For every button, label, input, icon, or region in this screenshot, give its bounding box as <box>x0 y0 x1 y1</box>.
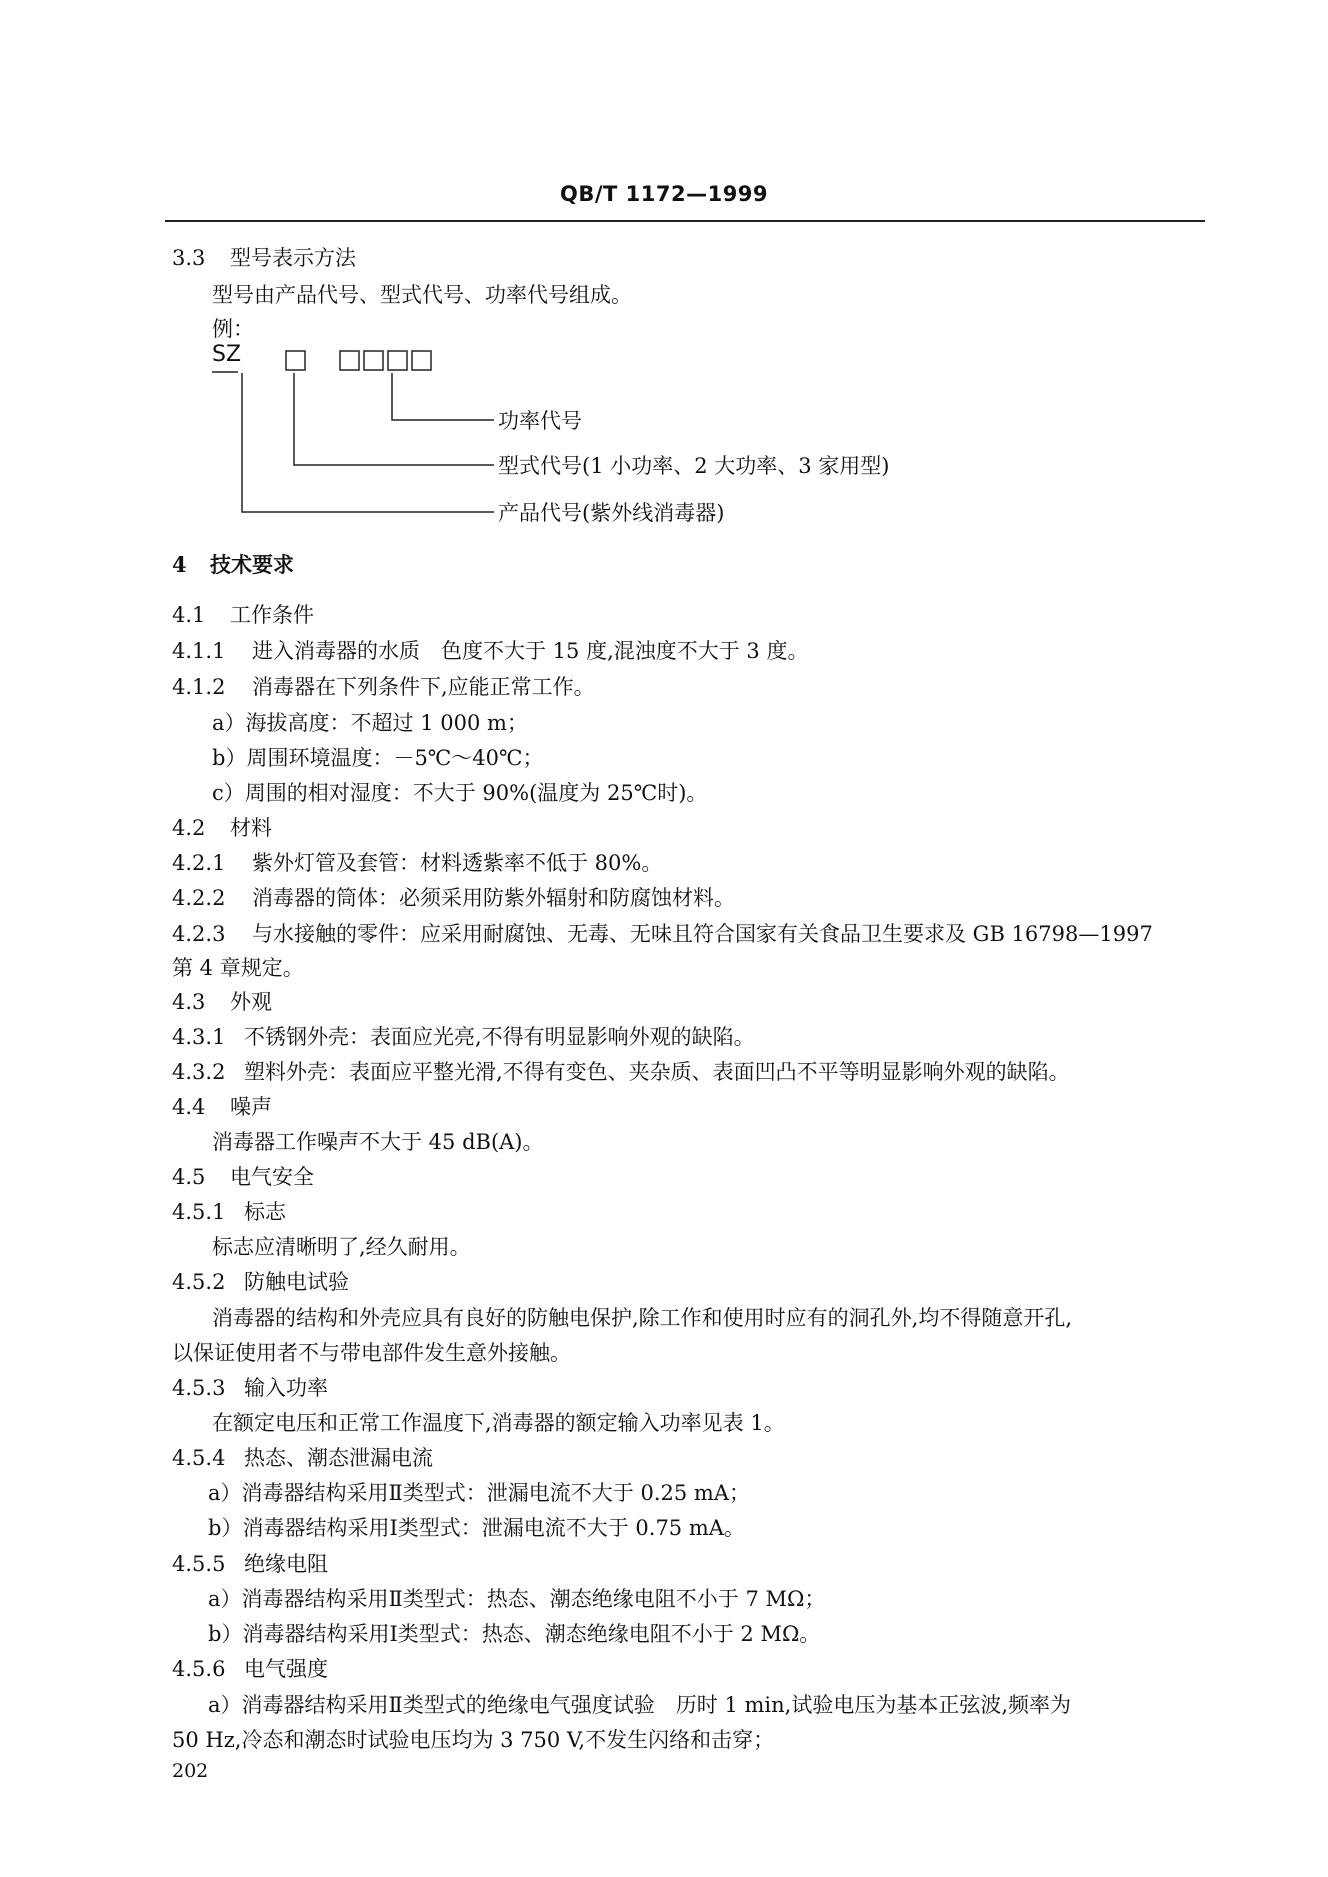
clause <box>172 638 808 664</box>
list-item: b）周围环境温度：－5℃～40℃； <box>212 746 544 770</box>
clause-number: 4.2.3 <box>172 922 226 946</box>
clause-text: 防触电试验 <box>244 1270 349 1294</box>
product-connector <box>242 373 494 512</box>
clause-text: 绝缘电阻 <box>244 1552 328 1576</box>
clause-number: 4.5.6 <box>172 1657 226 1681</box>
clause-number: 4.3.1 <box>172 1025 226 1049</box>
model-prefix: SZ <box>212 342 242 367</box>
list-item: a）消毒器结构采用Ⅱ类型式：泄漏电流不大于 0.25 mA； <box>208 1481 750 1505</box>
product-code-label: 产品代号(紫外线消毒器) <box>498 501 725 525</box>
section-number: 4.4 <box>172 1095 206 1119</box>
section-title: 型号表示方法 <box>230 246 356 270</box>
chapter-heading <box>172 552 294 578</box>
section-heading <box>172 245 356 271</box>
section-heading <box>172 1094 272 1120</box>
section-number: 4.3 <box>172 990 206 1014</box>
type-box <box>286 351 305 370</box>
power-box-1 <box>340 351 359 370</box>
power-box-4 <box>412 351 431 370</box>
section-number: 4.5 <box>172 1165 206 1189</box>
section-heading <box>172 815 272 841</box>
clause-text: 消毒器在下列条件下,应能正常工作。 <box>252 675 595 699</box>
section-title: 工作条件 <box>230 603 314 627</box>
clause <box>172 1445 433 1471</box>
clause-number: 4.5.1 <box>172 1200 226 1224</box>
section-number: 4.2 <box>172 816 206 840</box>
section-heading <box>172 989 272 1015</box>
clause-number: 4.5.3 <box>172 1376 226 1400</box>
clause-number: 4.5.5 <box>172 1552 226 1576</box>
clause-number: 4.5.2 <box>172 1270 226 1294</box>
list-item-continuation: 50 Hz,冷态和潮态时试验电压均为 3 750 V,不发生闪络和击穿； <box>172 1728 775 1752</box>
clause-text: 电气强度 <box>244 1657 328 1681</box>
paragraph: 消毒器的结构和外壳应具有良好的防触电保护,除工作和使用时应有的洞孔外,均不得随意开孔, <box>212 1306 1073 1330</box>
paragraph: 型号由产品代号、型式代号、功率代号组成。 <box>212 283 632 307</box>
clause-number: 4.5.4 <box>172 1446 226 1470</box>
power-code-label: 功率代号 <box>498 409 582 433</box>
clause-text: 热态、潮态泄漏电流 <box>244 1446 433 1470</box>
section-title: 材料 <box>230 816 272 840</box>
section-title: 噪声 <box>230 1095 272 1119</box>
header-rule <box>165 220 1205 222</box>
power-box-2 <box>364 351 383 370</box>
list-item: c）周围的相对湿度：不大于 90%(温度为 25℃时)。 <box>212 781 708 805</box>
clause-number: 4.2.1 <box>172 851 226 875</box>
list-item: b）消毒器结构采用Ⅰ类型式：泄漏电流不大于 0.75 mA。 <box>208 1516 745 1540</box>
list-item: a）海拔高度：不超过 1 000 m； <box>212 711 528 735</box>
power-connector <box>392 373 494 420</box>
clause-number: 4.1.2 <box>172 675 226 699</box>
list-item: b）消毒器结构采用Ⅰ类型式：热态、潮态绝缘电阻不小于 2 MΩ。 <box>208 1622 821 1646</box>
clause-text: 消毒器的筒体：必须采用防紫外辐射和防腐蚀材料。 <box>252 886 735 910</box>
clause-text: 标志 <box>244 1200 286 1224</box>
clause-number: 4.2.2 <box>172 886 226 910</box>
list-item: a）消毒器结构采用Ⅱ类型式的绝缘电气强度试验 历时 1 min,试验电压为基本正弦波,频率为 <box>208 1693 1072 1717</box>
chapter-number: 4 <box>172 552 187 577</box>
type-connector <box>294 373 494 465</box>
section-number: 3.3 <box>172 246 206 270</box>
clause <box>172 885 735 911</box>
clause-text: 不锈钢外壳：表面应光亮,不得有明显影响外观的缺陷。 <box>244 1025 755 1049</box>
clause <box>172 921 1153 947</box>
clause <box>172 1656 328 1682</box>
paragraph-continuation: 以保证使用者不与带电部件发生意外接触。 <box>172 1341 571 1365</box>
paragraph: 在额定电压和正常工作温度下,消毒器的额定输入功率见表 1。 <box>212 1411 785 1435</box>
paragraph: 标志应清晰明了,经久耐用。 <box>212 1235 471 1259</box>
clause-text: 塑料外壳：表面应平整光滑,不得有变色、夹杂质、表面凹凸不平等明显影响外观的缺陷。 <box>244 1060 1070 1084</box>
clause-text: 与水接触的零件：应采用耐腐蚀、无毒、无味且符合国家有关食品卫生要求及 GB 16798—1997 <box>252 922 1153 946</box>
section-heading <box>172 602 314 628</box>
section-number: 4.1 <box>172 603 206 627</box>
section-heading <box>172 1164 314 1190</box>
clause <box>172 1059 1070 1085</box>
clause-text: 进入消毒器的水质 色度不大于 15 度,混浊度不大于 3 度。 <box>252 639 809 663</box>
clause-text: 输入功率 <box>244 1376 328 1400</box>
clause-number: 4.3.2 <box>172 1060 226 1084</box>
clause-continuation: 第 4 章规定。 <box>172 956 304 980</box>
clause-number: 4.1.1 <box>172 639 226 663</box>
doc-header: QB/T 1172—1999 <box>559 182 769 206</box>
example-label: 例： <box>212 317 254 341</box>
section-title: 电气安全 <box>230 1165 314 1189</box>
clause <box>172 1375 328 1401</box>
clause <box>172 674 595 700</box>
page-number: 202 <box>172 1760 209 1782</box>
clause <box>172 1551 328 1577</box>
section-title: 外观 <box>230 990 272 1014</box>
clause <box>172 1269 349 1295</box>
clause <box>172 1199 286 1225</box>
list-item: a）消毒器结构采用Ⅱ类型式：热态、潮态绝缘电阻不小于 7 MΩ； <box>208 1587 826 1611</box>
power-box-3 <box>388 351 407 370</box>
chapter-title: 技术要求 <box>210 552 294 577</box>
paragraph: 消毒器工作噪声不大于 45 dB(A)。 <box>212 1130 544 1154</box>
clause-text: 紫外灯管及套管：材料透紫率不低于 80%。 <box>252 851 663 875</box>
clause <box>172 850 662 876</box>
type-code-label: 型式代号(1 小功率、2 大功率、3 家用型) <box>498 454 890 478</box>
clause <box>172 1024 755 1050</box>
